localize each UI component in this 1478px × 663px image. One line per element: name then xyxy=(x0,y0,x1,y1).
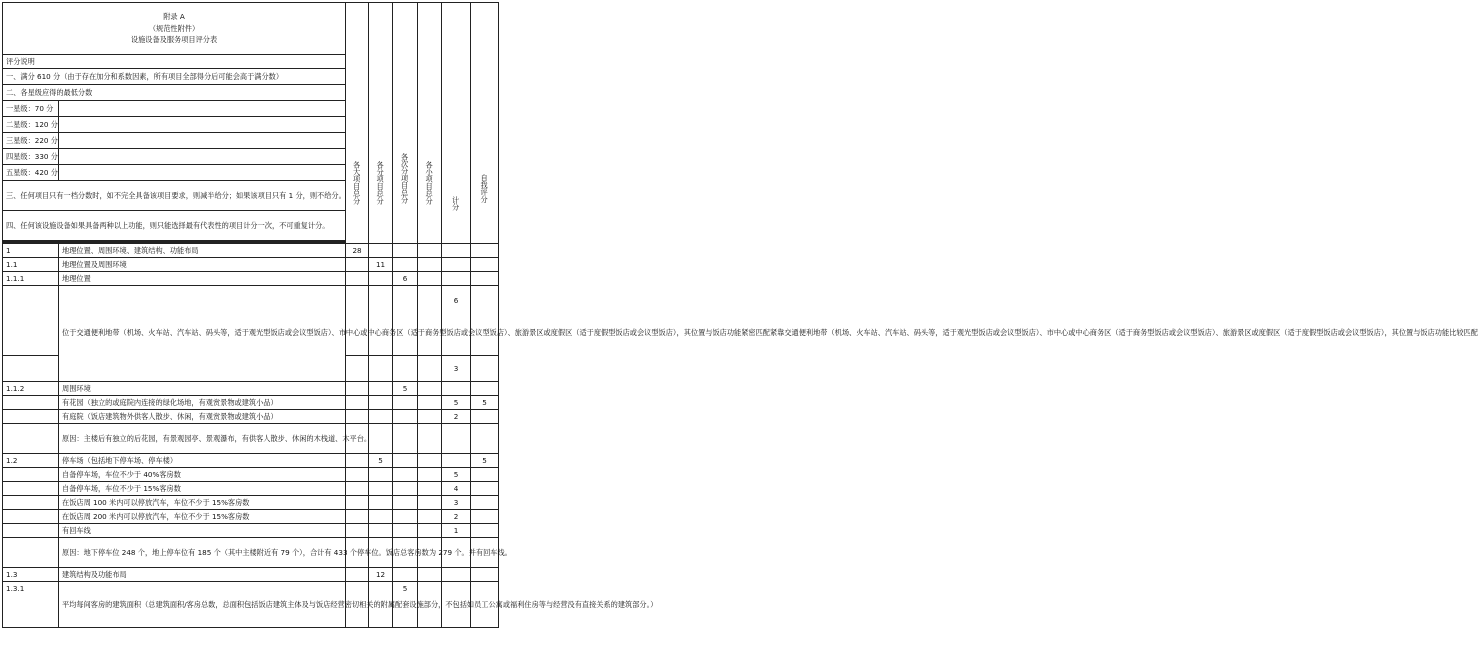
header-c6: 自我评分 xyxy=(471,3,499,244)
table-row: 在饭店周 200 米内可以停放汽车，车位不少于 15%客房数 2 xyxy=(3,510,499,524)
table-title: 设施设备及服务项目评分表 xyxy=(130,35,218,45)
table-row: 1 地理位置、周围环境、建筑结构、功能布局 28 xyxy=(3,244,499,258)
table-row: 1.3.1 平均每间客房的建筑面积（总建筑面积/客房总数，总面积包括饭店建筑主体及与饭店经营密切相关的附属配套设施部分，不包括如员工公寓或福利住房等与经营没有直接关系的建筑部分。） 5 xyxy=(3,582,499,628)
table-row: 原因：地下停车位 248 个，地上停车位有 185 个（其中主楼附近有 79 个），合计有 433 个停车位。饭店总客房数为 279 个。并有回车线。 xyxy=(3,538,499,568)
table-row: 1.1.2 周围环境 5 xyxy=(3,382,499,396)
table-row: 1.3 建筑结构及功能布局 12 xyxy=(3,568,499,582)
table-row: 3 xyxy=(3,356,499,382)
table-row: 有庭院（饭店建筑物外供客人散步、休闲，有观赏景物或建筑小品） 2 xyxy=(3,410,499,424)
note-4: 四、任何该设施设备如果具备两种以上功能，则只能选择最有代表性的项目计分一次，不可重复计分。 xyxy=(3,211,346,241)
star-level: 一星级：70 分 xyxy=(3,101,59,117)
header-c1: 各大项目总分 xyxy=(346,3,369,244)
score-table xyxy=(2,2,1478,628)
table-row: 自备停车场，车位不少于 15%客房数 4 xyxy=(3,482,499,496)
star-level: 二星级：120 分 xyxy=(3,117,59,133)
table-row: 1.1.1 地理位置 6 xyxy=(3,272,499,286)
star-level: 三星级：220 分 xyxy=(3,133,59,149)
table-row: 原因：主楼后有独立的后花园，有景观园亭、景观瀑布，有供客人散步、休闲的木栈道、木平台。 xyxy=(3,424,499,454)
table-row: 在饭店周 100 米内可以停放汽车，车位不少于 15%客房数 3 xyxy=(3,496,499,510)
star-level: 四星级：330 分 xyxy=(3,149,59,165)
table-row: 位于交通便利地带（机场、火车站、汽车站、码头等，适于观光型饭店或会议型饭店）、市中心或中心商务区（适于商务型饭店或会议型饭店）、旅游景区或度假区（适于度假型饭店或会议型饭店），其位置与饭店功能紧密匹配紧靠交通便利地带（机场、火车站、汽车站、码头等，适于观光型饭店或会议型饭店）、市中心或中心商务区（适于商务型饭店或会议型饭店）、旅游景区或度假区（适于度假型饭店或会议型饭店），其位置与饭店功能比较匹配 6 xyxy=(3,286,499,356)
header-c5: 计分 xyxy=(442,3,471,244)
table-row: 自备停车场，车位不少于 40%客房数 5 xyxy=(3,468,499,482)
header-c3: 各次分项目总分 xyxy=(393,3,418,244)
table-row: 有花园（独立的或庭院内连接的绿化场地，有观赏景物或建筑小品） 5 5 xyxy=(3,396,499,410)
note-1: 一、满分 610 分（由于存在加分和系数因素，所有项目全部得分后可能会高于满分数） xyxy=(3,69,346,85)
star-level: 五星级：420 分 xyxy=(3,165,59,181)
appendix-label: 附录 A xyxy=(163,12,185,22)
notes-heading: 评分说明 xyxy=(3,55,346,69)
note-3: 三、任何项目只有一档分数时，如不完全具备该项目要求，则减半给分；如果该项目只有 1 分，则不给分。 xyxy=(3,181,346,211)
header-c2: 各分项目总分 xyxy=(369,3,393,244)
table-row: 1.2 停车场（包括地下停车场、停车楼） 5 5 xyxy=(3,454,499,468)
title-block xyxy=(3,3,346,55)
note-2: 二、各星级应得的最低分数 xyxy=(3,85,346,101)
normative-label: （规范性附件） xyxy=(148,23,200,33)
table-row: 1.1 地理位置及周围环境 11 xyxy=(3,258,499,272)
header-c4: 各小项目总分 xyxy=(418,3,442,244)
table-row: 有回车线 1 xyxy=(3,524,499,538)
